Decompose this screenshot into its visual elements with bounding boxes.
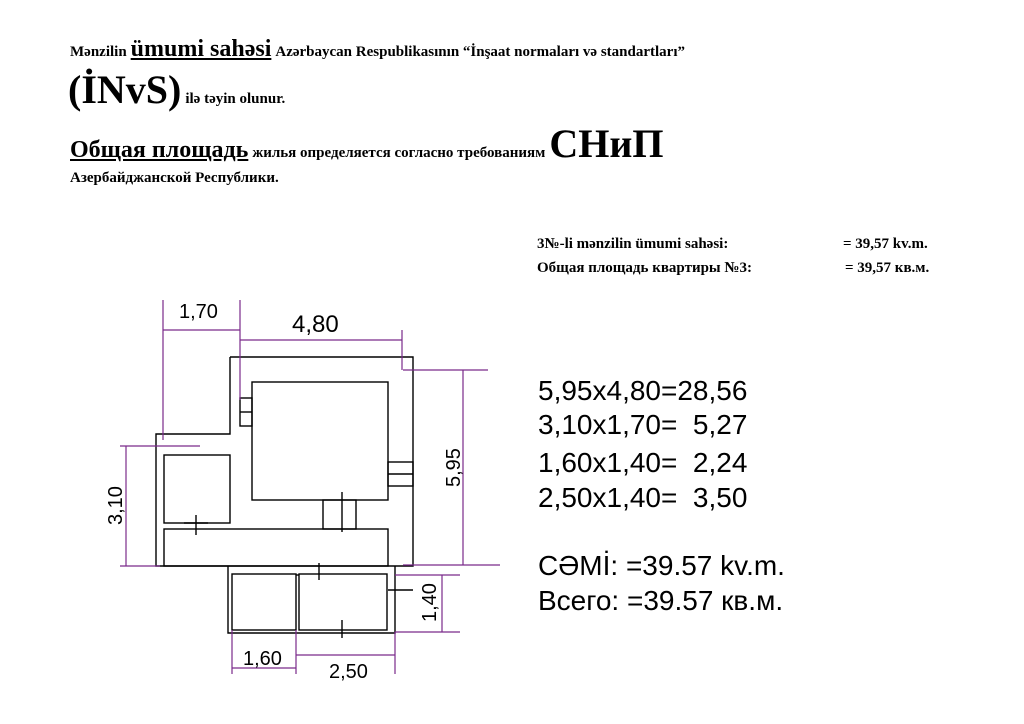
calc-line-2: 3,10x1,70= 5,27 — [538, 409, 748, 440]
summary-az-label: 3№-li mənzilin ümumi sahəsi: — [537, 236, 729, 252]
dim-top-left: 1,70 — [179, 301, 218, 323]
heading-az-line2-post: ilə təyin olunur. — [185, 91, 286, 107]
calc-line-4: 2,50x1,40= 3,50 — [538, 482, 748, 513]
left-room — [164, 455, 230, 523]
heading-ru-underlined: Общая площадь — [70, 137, 249, 163]
dim-bottom-left: 1,60 — [243, 648, 282, 670]
plan-walls — [156, 357, 413, 638]
total-az: CƏMİ: =39.57 kv.m. — [538, 550, 785, 581]
outer-wall — [156, 357, 413, 566]
dim-right-lower: 1,40 — [419, 583, 441, 622]
passage — [323, 500, 356, 529]
heading-az-underlined: ümumi sahəsi — [130, 36, 272, 62]
summary-ru-value: = 39,57 кв.м. — [845, 260, 930, 276]
heading-ru-mid: жилья определяется согласно требованиям — [252, 145, 546, 161]
heading-snip: СНиП — [549, 121, 664, 166]
summary-ru-label: Общая площадь квартиры №3: — [537, 260, 752, 276]
total-ru: Всего: =39.57 кв.м. — [538, 585, 784, 616]
lower-room-right — [299, 574, 387, 630]
heading-invs: (İNvS) — [68, 67, 182, 112]
corridor-room — [164, 529, 388, 566]
dimension-labels — [105, 301, 465, 683]
dim-top-main: 4,80 — [292, 311, 339, 338]
dim-right-main: 5,95 — [443, 448, 465, 487]
heading-ru-line2: Азербайджанской Республики. — [70, 170, 279, 186]
calc-line-3: 1,60x1,40= 2,24 — [538, 447, 748, 478]
lower-wall — [228, 566, 395, 633]
lower-room-left — [232, 574, 296, 630]
main-room — [252, 382, 388, 500]
heading-az-post: Azərbaycan Respublikasının “İnşaat normaları və standartları” — [275, 44, 685, 60]
dim-left-wing: 3,10 — [105, 486, 127, 525]
calc-line-1: 5,95x4,80=28,56 — [538, 375, 748, 406]
heading-az-pre: Mənzilin — [70, 44, 127, 60]
dim-bottom-right: 2,50 — [329, 661, 368, 683]
summary-az-value: = 39,57 kv.m. — [843, 236, 928, 252]
